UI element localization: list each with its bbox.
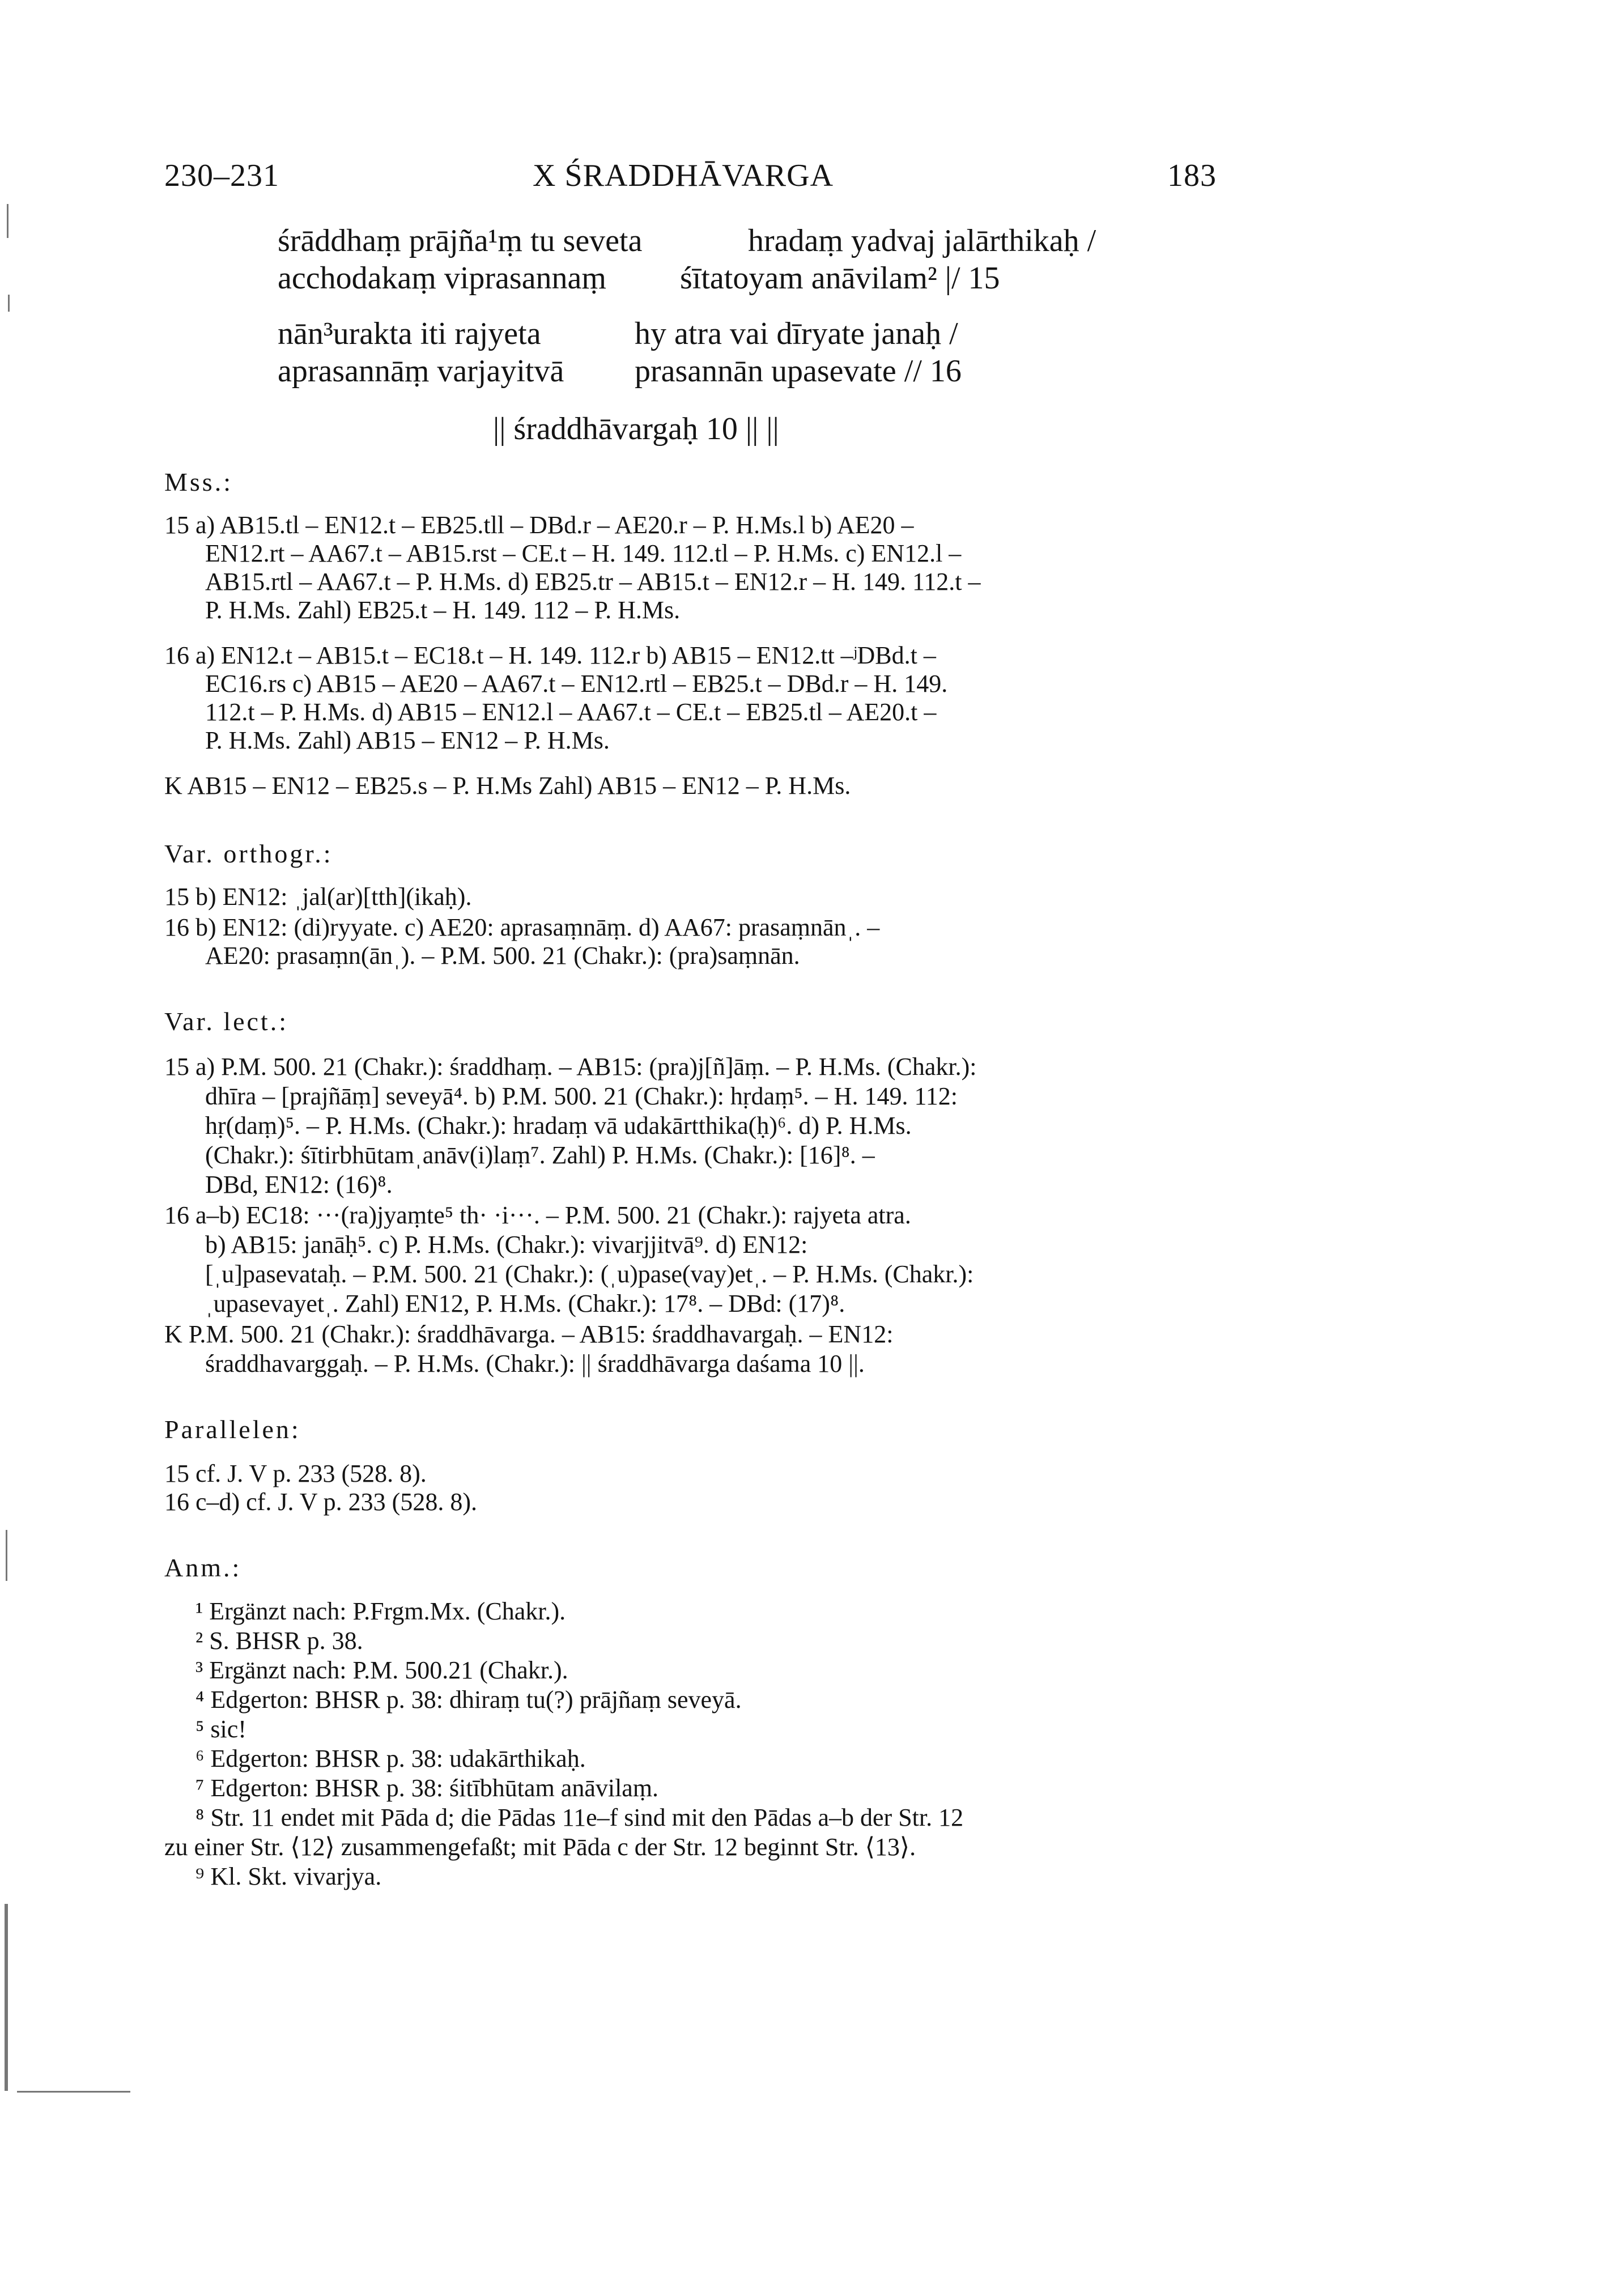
section-anm: Anm.: — [164, 1553, 242, 1582]
lect-line: hṛ(daṃ)⁵. – P. H.Ms. (Chakr.): hradaṃ vā udakārtthika(ḥ)⁶. d) P. H.Ms. — [205, 1112, 912, 1140]
footnote: ⁹ Kl. Skt. vivarjya. — [195, 1863, 382, 1890]
mss-line: K AB15 – EN12 – EB25.s – P. H.Ms Zahl) AB15 – EN12 – P. H.Ms. — [164, 772, 851, 800]
footnote: ¹ Ergänzt nach: P.Frgm.Mx. (Chakr.). — [195, 1597, 566, 1625]
lect-line: 16 a–b) EC18: ···(ra)jyaṃte⁵ th· ·i···. – P.M. 500. 21 (Chakr.): rajyeta atra. — [164, 1201, 911, 1229]
footnote: ⁵ sic! — [195, 1715, 246, 1743]
section-var-orthogr: Var. orthogr.: — [164, 839, 333, 868]
lect-line: śraddhavarggaḥ. – P. H.Ms. (Chakr.): || śraddhāvarga daśama 10 ||. — [205, 1350, 865, 1377]
verse-16-line1-a: nān³urakta iti rajyeta — [278, 316, 541, 351]
lect-line: b) AB15: janāḥ⁵. c) P. H.Ms. (Chakr.): vivarjjitvā⁹. d) EN12: — [205, 1231, 808, 1258]
orthogr-line: 16 b) EN12: (di)ryyate. c) AE20: aprasaṃnāṃ. d) AA67: prasaṃnānˌ. – — [164, 913, 880, 941]
scan-mark — [7, 204, 8, 238]
page-number: 183 — [1167, 158, 1217, 193]
footnote: ² S. BHSR p. 38. — [195, 1627, 363, 1655]
verse-15-line2-a: acchodakaṃ viprasannaṃ — [278, 261, 606, 296]
verse-15-line2-b: śītatoyam anāvilam² |/ 15 — [680, 261, 1000, 296]
page-range: 230–231 — [164, 158, 279, 193]
section-mss: Mss.: — [164, 467, 233, 496]
colophon: || śraddhāvargaḥ 10 || || — [493, 411, 779, 447]
orthogr-line: AE20: prasaṃn(ānˌ). – P.M. 500. 21 (Chakr.): (pra)saṃnān. — [205, 942, 800, 970]
chapter-title: X ŚRADDHĀVARGA — [533, 158, 834, 193]
mss-line: EN12.rt – AA67.t – AB15.rst – CE.t – H. 149. 112.tl – P. H.Ms. c) EN12.l – — [205, 539, 962, 567]
section-var-lect: Var. lect.: — [164, 1007, 288, 1036]
verse-16-line2-b: prasannān upasevate // 16 — [635, 354, 962, 389]
footnote-continuation: zu einer Str. ⟨12⟩ zusammengefaßt; mit Pāda c der Str. 12 beginnt Str. ⟨13⟩. — [164, 1833, 916, 1861]
scan-mark — [6, 1530, 7, 1581]
lect-line: dhīra – [prajñāṃ] seveyā⁴. b) P.M. 500. 21 (Chakr.): hṛdaṃ⁵. – H. 149. 112: — [205, 1082, 958, 1110]
mss-line: 15 a) AB15.tl – EN12.t – EB25.tll – DBd.r – AE20.r – P. H.Ms.l b) AE20 – — [164, 511, 914, 539]
verse-16-line1-b: hy atra vai dīryate janaḥ / — [635, 316, 958, 351]
mss-line: 16 a) EN12.t – AB15.t – EC18.t – H. 149. 112.r b) AB15 – EN12.tt –ʲDBd.t – — [164, 641, 936, 669]
lect-line: (Chakr.): śītirbhūtamˌanāv(i)laṃ⁷. Zahl) P. H.Ms. (Chakr.): [16]⁸. – — [205, 1141, 875, 1169]
section-parallelen: Parallelen: — [164, 1415, 301, 1444]
parallel-line: 16 c–d) cf. J. V p. 233 (528. 8). — [164, 1488, 477, 1516]
mss-line: P. H.Ms. Zahl) EB25.t – H. 149. 112 – P. H.Ms. — [205, 596, 681, 624]
footnote: ³ Ergänzt nach: P.M. 500.21 (Chakr.). — [195, 1656, 568, 1684]
lect-line: DBd, EN12: (16)⁸. — [205, 1171, 393, 1198]
verse-16-line2-a: aprasannāṃ varjayitvā — [278, 354, 564, 389]
lect-line: 15 a) P.M. 500. 21 (Chakr.): śraddhaṃ. – AB15: (pra)j[ñ]āṃ. – P. H.Ms. (Chakr.): — [164, 1053, 977, 1081]
lect-line: ˌupasevayetˌ. Zahl) EN12, P. H.Ms. (Chakr.): 17⁸. – DBd: (17)⁸. — [205, 1290, 845, 1317]
scan-mark — [8, 295, 10, 312]
mss-line: P. H.Ms. Zahl) AB15 – EN12 – P. H.Ms. — [205, 726, 610, 754]
footnote: ⁶ Edgerton: BHSR p. 38: udakārthikaḥ. — [195, 1745, 586, 1772]
lect-line: [ˌu]pasevataḥ. – P.M. 500. 21 (Chakr.): (ˌu)pase(vay)etˌ. – P. H.Ms. (Chakr.): — [205, 1260, 974, 1288]
mss-line: 112.t – P. H.Ms. d) AB15 – EN12.l – AA67.t – CE.t – EB25.tl – AE20.t – — [205, 698, 937, 726]
footnote: ⁴ Edgerton: BHSR p. 38: dhiraṃ tu(?) prājñaṃ seveyā. — [195, 1686, 742, 1714]
verse-15-line1-b: hradaṃ yadvaj jalārthikaḥ / — [748, 223, 1096, 258]
parallel-line: 15 cf. J. V p. 233 (528. 8). — [164, 1460, 427, 1487]
footnote: ⁷ Edgerton: BHSR p. 38: śitībhūtam anāvilaṃ. — [195, 1774, 659, 1802]
scan-mark — [5, 1904, 8, 2091]
scan-mark — [17, 2091, 130, 2093]
orthogr-line: 15 b) EN12: ˌjal(ar)[tth](ikaḥ). — [164, 883, 472, 911]
verse-15-line1-a: śrāddhaṃ prājña¹ṃ tu seveta — [278, 223, 643, 258]
footnote: ⁸ Str. 11 endet mit Pāda d; die Pādas 11e–f sind mit den Pādas a–b der Str. 12 — [195, 1804, 964, 1831]
lect-line: K P.M. 500. 21 (Chakr.): śraddhāvarga. – AB15: śraddhavargaḥ. – EN12: — [164, 1320, 894, 1348]
mss-line: AB15.rtl – AA67.t – P. H.Ms. d) EB25.tr – AB15.t – EN12.r – H. 149. 112.t – — [205, 568, 981, 596]
mss-line: EC16.rs c) AB15 – AE20 – AA67.t – EN12.rtl – EB25.t – DBd.r – H. 149. — [205, 670, 948, 698]
